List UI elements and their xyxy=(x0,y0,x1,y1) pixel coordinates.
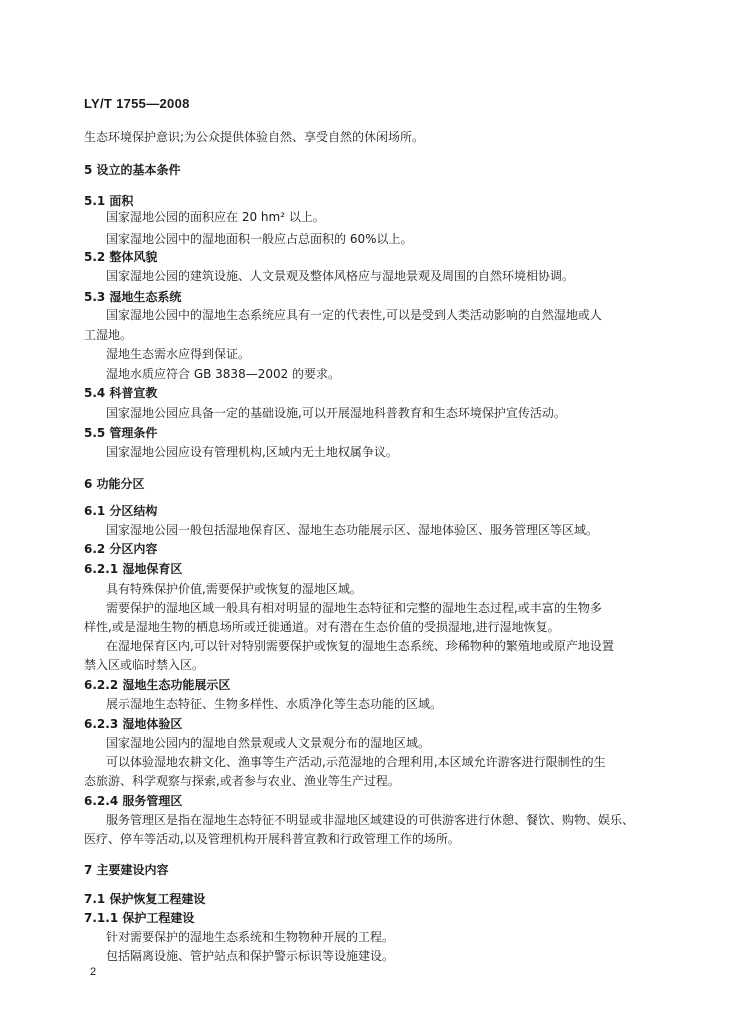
body-text: 国家湿地公园应具备一定的基础设施,可以开展湿地科普教育和生态环境保护宣传活动。 xyxy=(106,406,566,420)
body-text: 可以体验湿地农耕文化、渔事等生产活动,示范湿地的合理利用,本区域允许游客进行限制性的生 xyxy=(106,755,606,769)
body-text: 国家湿地公园的面积应在 20 hm² 以上。 xyxy=(106,210,325,224)
body-text: 国家湿地公园的建筑设施、人文景观及整体风格应与湿地景观及周围的自然环境相协调。 xyxy=(106,269,575,283)
subsection-heading: 6.1 分区结构 xyxy=(84,504,158,518)
page-number: 2 xyxy=(90,966,97,978)
body-text: 医疗、停车等活动,以及管理机构开展科普宣教和行政管理工作的场所。 xyxy=(84,832,460,846)
subsection-heading: 6.2.2 湿地生态功能展示区 xyxy=(84,678,231,692)
body-text: 工湿地。 xyxy=(84,328,133,342)
subsection-heading: 5.4 科普宣教 xyxy=(84,386,158,400)
body-text: 湿地生态需水应得到保证。 xyxy=(106,347,251,361)
body-text: 禁入区或临时禁入区。 xyxy=(84,658,205,672)
body-text: 国家湿地公园一般包括湿地保育区、湿地生态功能展示区、湿地体验区、服务管理区等区域。 xyxy=(106,523,599,537)
body-text: 生态环境保护意识;为公众提供体验自然、享受自然的休闲场所。 xyxy=(84,130,425,144)
subsection-heading: 7.1.1 保护工程建设 xyxy=(84,911,195,925)
body-text: 样性,或是湿地生物的栖息场所或迁徙通道。对有潜在生态价值的受损湿地,进行湿地恢复。 xyxy=(84,620,560,634)
section-heading: 6 功能分区 xyxy=(84,477,145,491)
body-text: 包括隔离设施、管护站点和保护警示标识等设施建设。 xyxy=(106,949,395,963)
body-text: 展示湿地生态特征、生物多样性、水质净化等生态功能的区域。 xyxy=(106,697,443,711)
subsection-heading: 7.1 保护恢复工程建设 xyxy=(84,892,206,906)
body-text: 需要保护的湿地区域一般具有相对明显的湿地生态特征和完整的湿地生态过程,或丰富的生物多 xyxy=(106,601,602,615)
body-text: 国家湿地公园应设有管理机构,区域内无土地权属争议。 xyxy=(106,445,398,459)
subsection-heading: 5.2 整体风貌 xyxy=(84,250,158,264)
body-text: 国家湿地公园内的湿地自然景观或人文景观分布的湿地区域。 xyxy=(106,736,431,750)
body-text: 湿地水质应符合 GB 3838—2002 的要求。 xyxy=(106,367,341,381)
body-text: 具有特殊保护价值,需要保护或恢复的湿地区域。 xyxy=(106,582,362,596)
subsection-heading: 6.2.3 湿地体验区 xyxy=(84,717,183,731)
section-heading: 7 主要建设内容 xyxy=(84,863,169,877)
body-text: 国家湿地公园中的湿地生态系统应具有一定的代表性,可以是受到人类活动影响的自然湿地或人 xyxy=(106,308,602,322)
body-text: 在湿地保育区内,可以针对特别需要保护或恢复的湿地生态系统、珍稀物种的繁殖地或原产地设置 xyxy=(106,639,614,653)
section-heading: 5 设立的基本条件 xyxy=(84,163,181,177)
body-text: 服务管理区是指在湿地生态特征不明显或非湿地区域建设的可供游客进行休憩、餐饮、购物、娱乐、 xyxy=(106,813,635,827)
body-text: 针对需要保护的湿地生态系统和生物物种开展的工程。 xyxy=(106,930,395,944)
subsection-heading: 6.2.4 服务管理区 xyxy=(84,794,183,808)
subsection-heading: 5.5 管理条件 xyxy=(84,426,158,440)
subsection-heading: 6.2 分区内容 xyxy=(84,542,158,556)
body-text: 态旅游、科学观察与探索,或者参与农业、渔业等生产过程。 xyxy=(84,774,400,788)
body-text: 国家湿地公园中的湿地面积一般应占总面积的 60%以上。 xyxy=(106,232,413,246)
subsection-heading: 5.3 湿地生态系统 xyxy=(84,290,182,304)
standard-code: LY/T 1755—2008 xyxy=(84,96,190,111)
subsection-heading: 6.2.1 湿地保育区 xyxy=(84,562,183,576)
subsection-heading: 5.1 面积 xyxy=(84,194,134,208)
